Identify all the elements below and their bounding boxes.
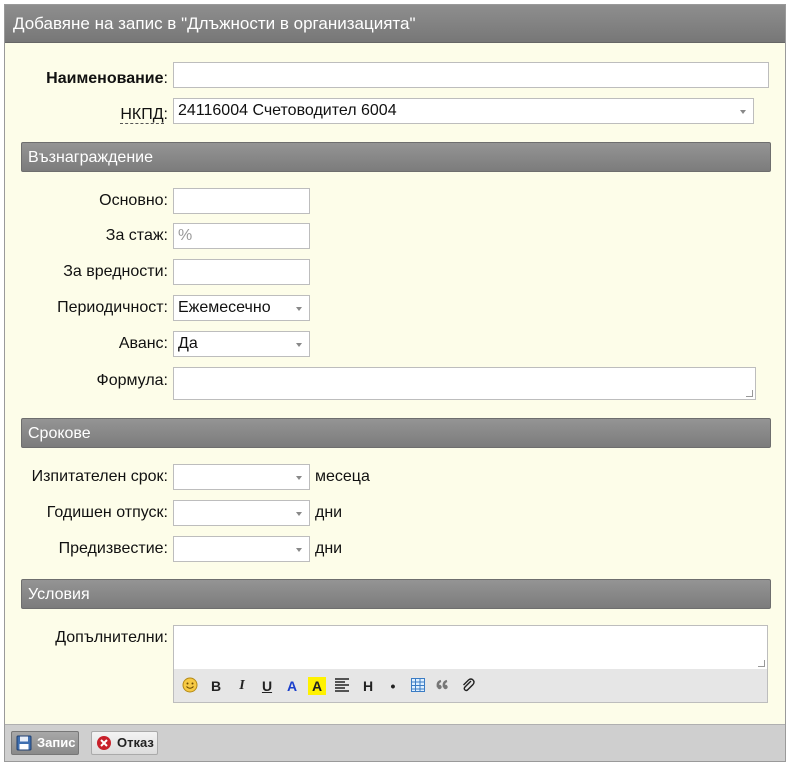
editor-toolbar — [173, 669, 768, 703]
text-color-button[interactable]: A — [286, 678, 298, 694]
resize-handle[interactable] — [746, 390, 753, 397]
annual-leave-unit: дни — [315, 504, 343, 521]
table-icon[interactable] — [409, 677, 427, 695]
seniority-input[interactable]: % — [173, 223, 310, 249]
notice-select[interactable] — [173, 536, 310, 562]
section-remuneration: Възнаграждение — [21, 142, 771, 172]
probation-unit: месеца — [315, 468, 370, 485]
cancel-icon — [96, 735, 112, 758]
annual-leave-select[interactable] — [173, 500, 310, 526]
additional-textarea[interactable] — [173, 625, 768, 670]
additional-label: Допълнителни: — [55, 629, 168, 646]
probation-label: Изпитателен срок: — [31, 468, 168, 485]
hazard-input[interactable] — [173, 259, 310, 285]
floppy-disk-icon — [16, 735, 32, 758]
probation-select[interactable] — [173, 464, 310, 490]
attachment-icon[interactable] — [459, 677, 477, 695]
nkpd-label: НКПД: — [120, 106, 168, 123]
annual-leave-label: Годишен отпуск: — [46, 504, 168, 521]
save-button[interactable]: Запис — [11, 731, 79, 755]
periodicity-select[interactable]: Ежемесечно — [173, 295, 310, 321]
seniority-label: За стаж: — [105, 227, 168, 244]
notice-unit: дни — [315, 540, 343, 557]
heading-button[interactable]: H — [362, 678, 374, 694]
italic-button[interactable]: I — [239, 678, 245, 693]
notice-label: Предизвестие: — [58, 540, 168, 557]
add-record-dialog — [4, 4, 786, 762]
formula-textarea[interactable] — [173, 367, 756, 400]
hazard-label: За вредности: — [63, 263, 168, 280]
section-terms: Срокове — [21, 418, 771, 448]
resize-handle[interactable] — [758, 660, 765, 667]
advance-label: Аванс: — [118, 335, 168, 352]
quote-icon[interactable] — [434, 677, 452, 695]
nkpd-select[interactable]: 24116004 Счетоводител 6004 — [173, 98, 754, 124]
base-pay-label: Основно: — [99, 192, 168, 209]
align-icon[interactable] — [333, 677, 351, 695]
section-conditions: Условия — [21, 579, 771, 609]
name-label: Наименование: — [46, 70, 168, 87]
formula-label: Формула: — [96, 372, 168, 389]
underline-button[interactable]: U — [261, 678, 273, 694]
bullet-list-button[interactable]: • — [390, 678, 396, 694]
advance-select[interactable]: Да — [173, 331, 310, 357]
highlight-button[interactable]: A — [308, 677, 326, 695]
cancel-button[interactable]: Отказ — [91, 731, 158, 755]
dialog-title: Добавяне на запис в "Длъжности в организацията" — [5, 5, 785, 43]
name-input[interactable] — [173, 62, 769, 88]
smiley-icon[interactable] — [181, 677, 199, 695]
base-pay-input[interactable] — [173, 188, 310, 214]
periodicity-label: Периодичност: — [57, 299, 168, 316]
dialog-footer — [5, 724, 785, 761]
bold-button[interactable]: B — [210, 678, 222, 694]
